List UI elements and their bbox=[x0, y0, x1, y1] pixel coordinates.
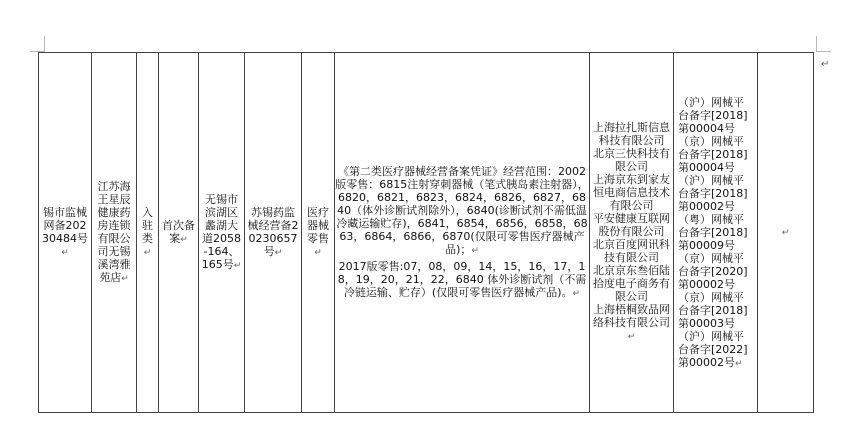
margin-guide-right-vertical bbox=[816, 36, 817, 52]
list-item: 上海京东到家友恒电商信息技术有限公司 bbox=[593, 173, 670, 212]
row-end-mark: ↵ bbox=[821, 59, 830, 70]
business-scope-cell bbox=[335, 53, 590, 413]
list-item: 北京京东叁佰陆拾度电子商务有限公司 bbox=[593, 264, 670, 303]
registration-number-cell: 锡市监械网备20230484号↵ bbox=[39, 53, 92, 413]
margin-guide-right-horizontal bbox=[817, 51, 831, 52]
category-cell: 入驻类↵ bbox=[137, 53, 159, 413]
remark-cell: ↵ bbox=[758, 53, 814, 413]
margin-guide-left-vertical bbox=[44, 36, 45, 52]
list-item: （京）网械平台备字[2018]第00004号 bbox=[678, 135, 748, 174]
list-item: 北京百度网讯科技有限公司 bbox=[593, 238, 670, 264]
list-item: （沪）网械平台备字[2018]第00004号 bbox=[678, 96, 748, 135]
table-row bbox=[39, 53, 814, 413]
list-item: 平安健康互联网股份有限公司 bbox=[593, 212, 670, 238]
filing-table bbox=[38, 52, 814, 413]
scope-2002-paragraph: 《第二类医疗器械经营备案凭证》经营范围：2002版零售：6815注射穿刺器械（笔式胰岛素注射器），6820，6821，6823，6824，6826，6827，6840（体外诊断试剂除外），6840(诊断试剂不需低温冷藏运输贮存)，6841，6854，6856，6858，6863，6864，6866，6870(仅限可零售医疗器械产品)；↵ bbox=[335, 164, 589, 256]
list-item: 上海梧桐致品网络科技有限公司 bbox=[593, 303, 670, 329]
scope-2017-paragraph: 2017版零售:07，08，09，14，15，16，17，18，19，20，21，22，6840 体外诊断试剂（不需冷链运输、贮存）(仅限可零售医疗器械产品)。↵ bbox=[337, 259, 587, 299]
list-item: （沪）网械平台备字[2022]第00002号 bbox=[678, 330, 748, 369]
list-item: 北京三快科技有限公司 bbox=[593, 147, 670, 173]
list-item: （京）网械平台备字[2020]第00002号 bbox=[678, 252, 748, 291]
list-item: （京）网械平台备字[2018]第00003号 bbox=[678, 291, 748, 330]
filing-type-cell: 首次备案↵ bbox=[159, 53, 199, 413]
address-cell: 无锡市滨湖区蠡湖大道2058-164、165号↵ bbox=[199, 53, 245, 413]
list-item: （粤）网械平台备字[2018]第00009号 bbox=[678, 213, 748, 252]
company-name-cell: 江苏海王星辰健康药房连锁有限公司无锡溪湾雅苑店↵ bbox=[92, 53, 137, 413]
platform-filing-numbers-cell: （沪）网械平台备字[2018]第00004号 （京）网械平台备字[2018]第00004号 （沪）网械平台备字[2018]第00002号 （粤）网械平台备字[2018]第00009号 （京）网械平台备字[2020]第00002号 （京）网械平台备字[2018]第00003号 （沪）网械平台备字[2022]第00002号↵ bbox=[674, 53, 758, 413]
platform-names-cell: 上海拉扎斯信息科技有限公司 北京三快科技有限公司 上海京东到家友恒电商信息技术有限公司 平安健康互联网股份有限公司 北京百度网讯科技有限公司 北京京东叁佰陆拾度电子商务有限公司 上海梧桐致品网络科技有限公司↵ bbox=[590, 53, 674, 413]
license-number-cell: 苏锡药监械经营备20230657号↵ bbox=[245, 53, 302, 413]
list-item: 上海拉扎斯信息科技有限公司 bbox=[593, 121, 670, 147]
business-type-cell: 医疗器械零售↵ bbox=[302, 53, 335, 413]
list-item: （沪）网械平台备字[2018]第00002号 bbox=[678, 174, 748, 213]
